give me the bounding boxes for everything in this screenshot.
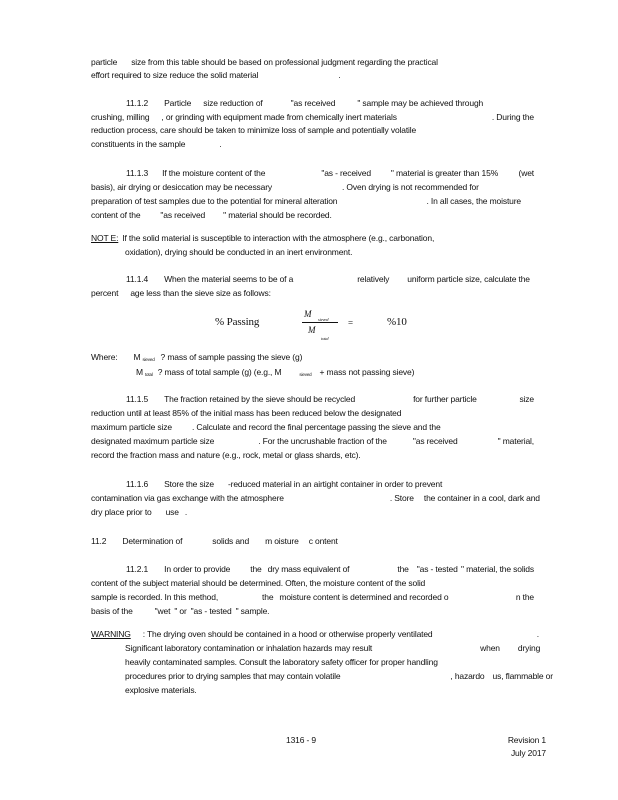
- section-number: 11.2: [91, 536, 107, 546]
- text: particle: [91, 57, 118, 67]
- text: size reduction of: [203, 98, 263, 108]
- text: maximum particle size: [91, 422, 172, 432]
- paragraph-line: [91, 57, 438, 67]
- text: reduction until at least 85% of the initial mass has been reduced below the designated: [91, 408, 402, 418]
- text: c ontent: [308, 536, 338, 546]
- section-11-2-1-line: [126, 564, 534, 574]
- text: effort required to size reduce the solid material: [91, 70, 259, 80]
- text: , or grinding with equipment made from chemically inert materials: [161, 112, 397, 122]
- text: size from this table should be based on professional judgment regarding the practical: [131, 57, 438, 67]
- section-number: 11.2.1: [126, 564, 149, 574]
- text: sample is recorded. In this method,: [91, 592, 219, 602]
- text: .: [219, 139, 222, 149]
- section-number: 11.1.4: [126, 274, 149, 284]
- equation-denominator-var: M: [308, 325, 316, 335]
- section-number: 11.1.2: [126, 98, 149, 108]
- warning-line: [125, 643, 540, 653]
- text: Particle: [164, 98, 192, 108]
- section-number: 11.1.6: [126, 479, 149, 489]
- section-11-1-3-line: [126, 168, 534, 178]
- paragraph-line: [91, 606, 269, 616]
- text: explosive materials.: [125, 685, 197, 695]
- text: moisture content is determined and recorded o: [279, 592, 449, 602]
- text: the: [250, 564, 262, 574]
- text: . Oven drying is not recommended for: [342, 182, 479, 192]
- paragraph-line: [91, 288, 271, 298]
- text: . Store: [389, 493, 414, 503]
- text: . Calculate and record the final percentage passing the sieve and the: [191, 422, 441, 432]
- text: Significant laboratory contamination or inhalation hazards may result: [125, 643, 373, 653]
- warning-line: [125, 671, 553, 681]
- var-sub: total: [144, 372, 153, 377]
- section-11-1-5-line: [126, 394, 534, 404]
- paragraph-line: [91, 493, 540, 503]
- var: M: [136, 367, 143, 377]
- text: when: [480, 643, 500, 653]
- text: dry mass equivalent of: [267, 564, 350, 574]
- paragraph-line: [91, 408, 401, 418]
- section-11-1-6-line: [126, 479, 442, 489]
- text: us, flammable or: [492, 671, 553, 681]
- text: constituents in the sample: [91, 139, 186, 149]
- text: reduction process, care should be taken to minimize loss of sample and potentially volatile: [91, 125, 417, 135]
- text: designated maximum particle size: [91, 436, 215, 446]
- text: "as - tested: [416, 564, 458, 574]
- text: . During the: [491, 112, 534, 122]
- equation-denominator-sub: total: [321, 336, 329, 341]
- text: uniform particle size, calculate the: [407, 274, 530, 284]
- text: percent: [91, 288, 119, 298]
- text: .: [184, 507, 188, 517]
- text: drying: [517, 643, 541, 653]
- text: " material, the solids: [461, 564, 534, 574]
- paragraph-line: [91, 70, 341, 80]
- text: content of the subject material should be determined. Often, the moisture content of the solid: [91, 578, 426, 588]
- where-label: Where:: [91, 352, 118, 362]
- var-sub: sieved: [142, 357, 155, 362]
- text: procedures prior to drying samples that may contain volatile: [125, 671, 341, 681]
- text: "as - tested: [190, 606, 232, 616]
- text: If the solid material is susceptible to interaction with the atmosphere (e.g., carbonation,: [122, 233, 435, 243]
- page-number: 1316 - 9: [286, 735, 316, 745]
- text: content of the: [91, 210, 141, 220]
- text: use: [165, 507, 179, 517]
- text: : The drying oven should be contained in a hood or otherwise properly ventilated: [142, 629, 433, 639]
- note-label: NOT E:: [91, 233, 119, 243]
- section-11-1-2-line: [126, 98, 483, 108]
- paragraph-line: [91, 578, 425, 588]
- paragraph-line: [91, 450, 361, 460]
- text: + mass not passing sieve): [319, 367, 415, 377]
- var: M: [133, 352, 141, 362]
- text: If the moisture content of the: [162, 168, 266, 178]
- text: basis), air drying or desiccation may be necessary: [91, 182, 272, 192]
- text: the: [262, 592, 274, 602]
- paragraph-line: [91, 507, 187, 517]
- text: basis of the: [91, 606, 133, 616]
- text: relatively: [357, 274, 390, 284]
- where-line: [91, 352, 302, 365]
- paragraph-line: [91, 125, 416, 135]
- text: size: [519, 394, 534, 404]
- text: .: [338, 70, 341, 80]
- text: "wet: [154, 606, 171, 616]
- revision-label: Revision 1: [507, 735, 546, 745]
- text: ? mass of sample passing the sieve (g): [160, 352, 303, 362]
- text: dry place prior to: [91, 507, 152, 517]
- text: " sample.: [235, 606, 270, 616]
- section-number: 11.1.3: [126, 168, 149, 178]
- equation-rhs: %10: [387, 316, 407, 328]
- text: (wet: [518, 168, 534, 178]
- text: for further particle: [413, 394, 477, 404]
- equation-equals: =: [348, 318, 353, 328]
- text: Determination of: [122, 536, 183, 546]
- text: contamination via gas exchange with the atmosphere: [91, 493, 284, 503]
- text: ble fraction of the: [324, 436, 387, 446]
- warning-label: WARNING: [91, 629, 131, 639]
- text: The fraction retained by the sieve should be recycled: [164, 394, 356, 404]
- text: " sample may be achieved through: [357, 98, 484, 108]
- text: " or: [174, 606, 187, 616]
- section-11-1-4-line: [126, 274, 530, 284]
- where-line: [136, 367, 414, 380]
- warning-line: [91, 629, 539, 639]
- equation-numerator-var: M: [304, 309, 312, 319]
- paragraph-line: [91, 112, 534, 122]
- text: Store the size: [164, 479, 214, 489]
- text: " material,: [497, 436, 534, 446]
- text: In order to provide: [164, 564, 231, 574]
- var-sub: sieved: [299, 372, 312, 377]
- text: oxidation), drying should be conducted in an inert environment.: [125, 247, 353, 257]
- revision-date: July 2017: [510, 748, 546, 758]
- text: the: [397, 564, 409, 574]
- note-line: [91, 233, 434, 243]
- paragraph-line: [91, 592, 534, 602]
- text: " material should be recorded.: [223, 210, 332, 220]
- fraction-bar: [302, 322, 338, 323]
- text: When the material seems to be of a: [164, 274, 294, 284]
- warning-line: [125, 685, 197, 695]
- text: . In all cases, the moisture: [426, 196, 521, 206]
- paragraph-line: [91, 422, 441, 432]
- warning-line: [125, 657, 438, 667]
- section-number: 11.1.5: [126, 394, 149, 404]
- text: record the fraction mass and nature (e.g., rock, metal or glass shards, etc).: [91, 450, 361, 460]
- text: . For the uncrusha: [258, 436, 325, 446]
- text: "as received: [412, 436, 458, 446]
- text: the container in a cool, dark and: [423, 493, 540, 503]
- paragraph-line: [91, 139, 222, 149]
- note-line: [125, 247, 352, 257]
- text: "as received: [290, 98, 336, 108]
- text: solids and: [212, 536, 250, 546]
- text: "as - received: [321, 168, 371, 178]
- text: age less than the sieve size as follows:: [130, 288, 271, 298]
- paragraph-line: [91, 210, 332, 220]
- text: crushing, milling: [91, 112, 150, 122]
- paragraph-line: [91, 436, 534, 446]
- paragraph-line: [91, 182, 479, 192]
- section-heading-11-2: [91, 536, 338, 546]
- text: -reduced material in an airtight container in order to prevent: [227, 479, 443, 489]
- text: ? mass of total sample (g) (e.g., M: [157, 367, 282, 377]
- text: " material is greater than 15%: [390, 168, 499, 178]
- text: heavily contaminated samples. Consult the laboratory safety officer for proper handling: [125, 657, 438, 667]
- equation-numerator-sub: sieved: [318, 317, 329, 322]
- text: preparation of test samples due to the potential for mineral alteration: [91, 196, 338, 206]
- equation-lhs: % Passing: [215, 316, 260, 328]
- text: "as received: [160, 210, 206, 220]
- text: .: [536, 629, 539, 639]
- text: m oisture: [265, 536, 299, 546]
- text: n the: [515, 592, 534, 602]
- paragraph-line: [91, 196, 521, 206]
- text: , hazardo: [450, 671, 485, 681]
